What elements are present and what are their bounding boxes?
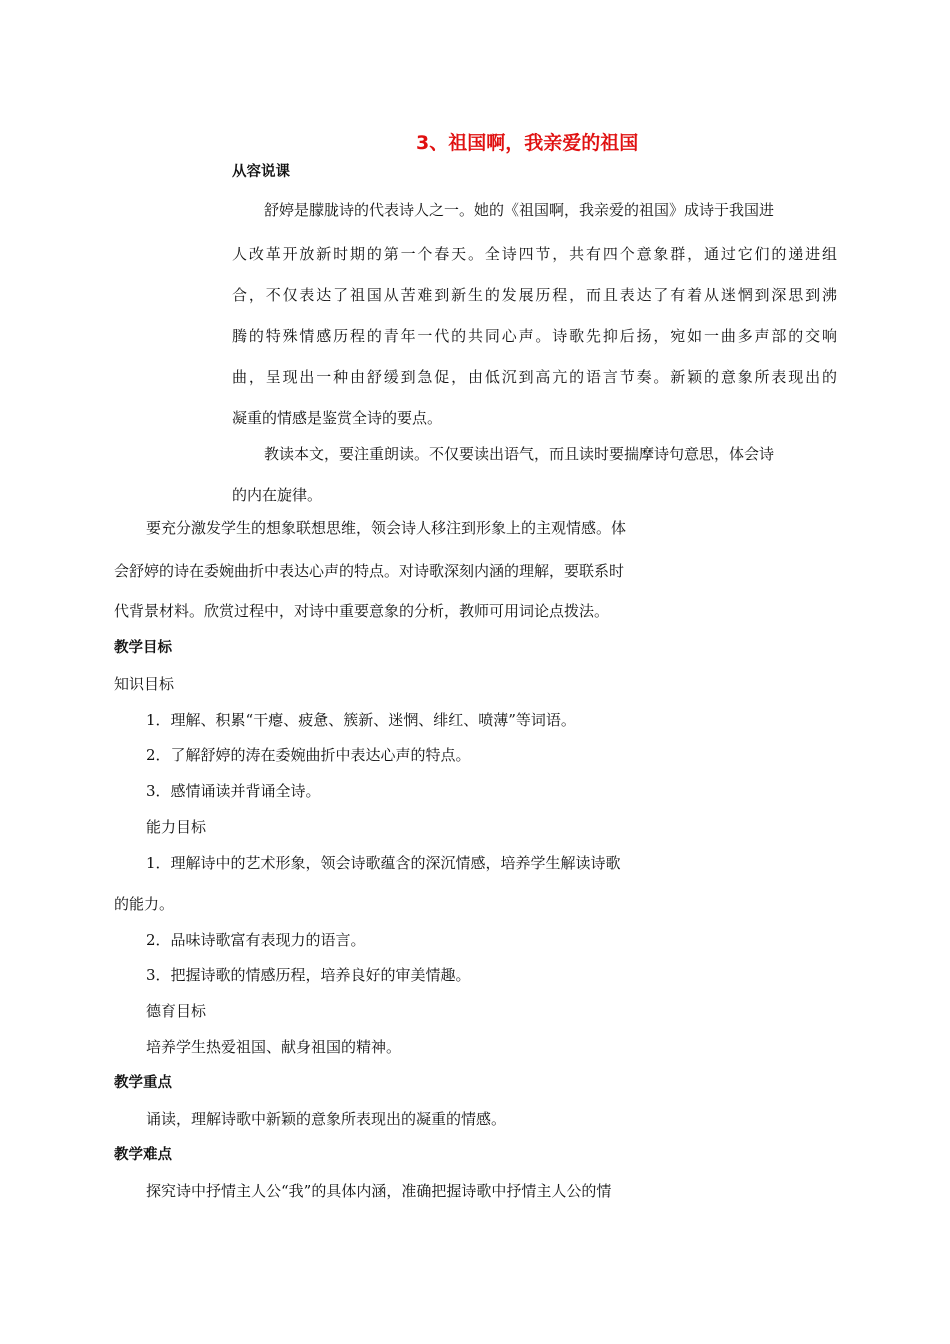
knowledge-goal-item: 1．理解、积累“干瘪、疲惫、簇新、迷惘、绯红、喷薄”等词语。 — [146, 711, 576, 729]
intro-para1-line: 腾的特殊情感历程的青年一代的共同心声。诗歌先抑后扬，宛如一曲多声部的交响 — [232, 327, 837, 345]
knowledge-goals-label: 知识目标 — [114, 675, 175, 693]
moral-goals-label: 德育目标 — [146, 1002, 207, 1020]
ability-goal-item: 的能力。 — [114, 895, 175, 913]
intro-para2-line: 教读本文，要注重朗读。不仅要读出语气，而且读时要揣摩诗句意思，体会诗 — [264, 445, 775, 463]
intro-heading: 从容说课 — [232, 164, 290, 180]
difficulty-heading: 教学难点 — [114, 1147, 172, 1163]
intro-para1-line: 人改革开放新时期的第一个春天。全诗四节，共有四个意象群，通过它们的递进组 — [232, 245, 837, 263]
intro-para1-line: 曲，呈现出一种由舒缓到急促，由低沉到高亢的语言节奏。新颖的意象所表现出的 — [232, 368, 837, 386]
intro-para1-line: 舒婷是朦胧诗的代表诗人之一。她的《祖国啊，我亲爱的祖国》成诗于我国进 — [264, 201, 775, 219]
knowledge-goal-item: 3．感情诵读并背诵全诗。 — [146, 782, 321, 800]
goals-heading: 教学目标 — [114, 640, 172, 656]
ability-goals-label: 能力目标 — [146, 818, 207, 836]
intro-para3-line: 会舒婷的诗在委婉曲折中表达心声的特点。对诗歌深刻内涵的理解，要联系时 — [114, 562, 625, 580]
intro-para1-line: 合，不仅表达了祖国从苦难到新生的发展历程，而且表达了有着从迷惘到深思到沸 — [232, 286, 837, 304]
intro-para3-line: 要充分激发学生的想象联想思维，领会诗人移注到形象上的主观情感。体 — [146, 519, 627, 537]
intro-para2-line: 的内在旋律。 — [232, 486, 323, 504]
intro-para3-line: 代背景材料。欣赏过程中，对诗中重要意象的分析，教师可用词论点拨法。 — [114, 602, 610, 620]
moral-goal-text: 培养学生热爱祖国、献身祖国的精神。 — [146, 1038, 402, 1056]
difficulty-text: 探究诗中抒情主人公“我”的具体内涵，准确把握诗歌中抒情主人公的情 — [146, 1182, 612, 1200]
ability-goal-item: 1．理解诗中的艺术形象，领会诗歌蕴含的深沉情感，培养学生解读诗歌 — [146, 854, 621, 872]
ability-goal-item: 2．品味诗歌富有表现力的语言。 — [146, 931, 366, 949]
key-point-text: 诵读，理解诗歌中新颖的意象所表现出的凝重的情感。 — [146, 1110, 507, 1128]
knowledge-goal-item: 2．了解舒婷的涛在委婉曲折中表达心声的特点。 — [146, 746, 471, 764]
ability-goal-item: 3．把握诗歌的情感历程，培养良好的审美情趣。 — [146, 966, 471, 984]
key-point-heading: 教学重点 — [114, 1075, 172, 1091]
page-title: 3、祖国啊，我亲爱的祖国 — [416, 132, 639, 154]
intro-para1-line: 凝重的情感是鉴赏全诗的要点。 — [232, 409, 443, 427]
